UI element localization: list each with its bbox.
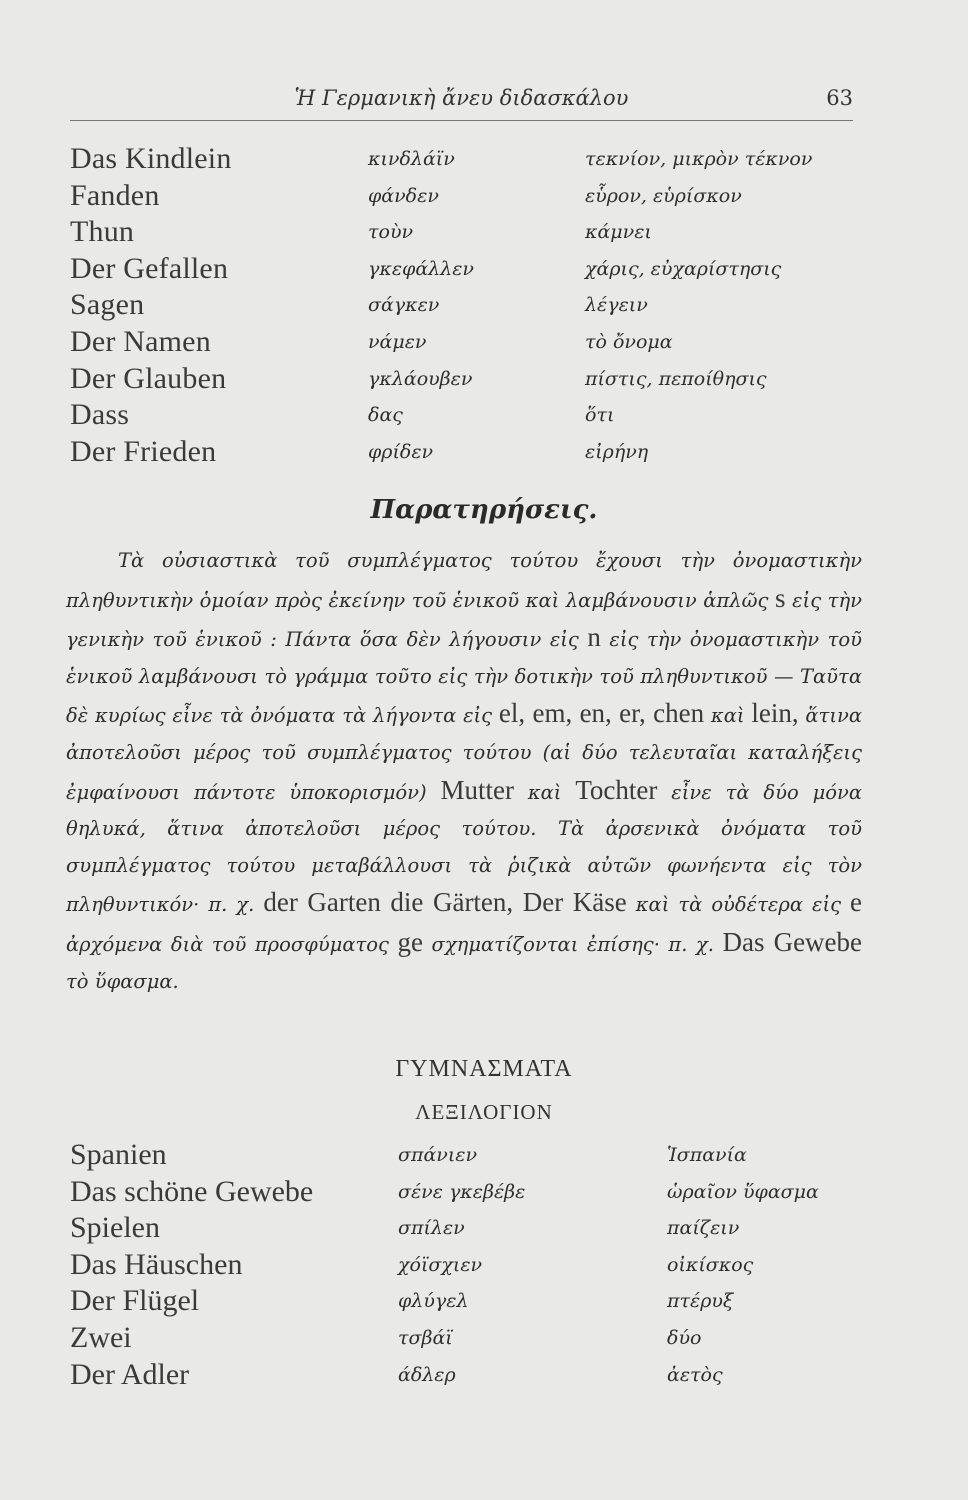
- exercises-title: ΓΥΜΝΑΣΜΑΤΑ: [395, 1056, 573, 1082]
- vocab-row: [70, 1138, 870, 1175]
- pronunciation: δας: [368, 404, 403, 427]
- german-word: Der Adler: [70, 1357, 190, 1391]
- german-word: Thun: [70, 215, 135, 249]
- greek-meaning: οἰκίσκος: [667, 1253, 754, 1276]
- german-word: Dass: [70, 398, 130, 432]
- lexicon-title: ΛΕΞΙΛΟΓΙΟΝ: [415, 1100, 553, 1124]
- vocab-row: [70, 215, 870, 252]
- greek-meaning: ἀετὸς: [667, 1363, 723, 1386]
- pronunciation: φρίδεν: [368, 440, 434, 463]
- greek-meaning: πίστις, πεποίθησις: [585, 367, 767, 390]
- vocab-row: [70, 435, 870, 472]
- german-word: Spielen: [70, 1211, 160, 1245]
- remarks-text: [66, 543, 862, 1000]
- german-word: Das schöne Gewebe: [70, 1174, 314, 1208]
- remarks-paragraph: Τὰ οὐσιαστικὰ τοῦ συμπλέγματος τούτου ἔχουσι τὴν ὀνομαστικὴν πληθυντικὴν ὁμοίαν πρὸς ἐκείνην τοῦ ἑνικοῦ καὶ λαμβάνουσιν ἁπλῶς s εἰς τὴν γενικὴν τοῦ ἑνικοῦ : Πάντα ὅσα δὲν λήγουσιν εἰς n εἰς τὴν ὀνομαστικὴν τοῦ ἑνικοῦ λαμβάνουσι τὸ γράμμα τοῦτο εἰς τὴν δοτικὴν τοῦ πληθυντικοῦ — Ταῦτα δὲ κυρίως εἶνε τὰ ὀνόματα τὰ λήγοντα εἰς el, em, en, er, chen καὶ lein, ἅτινα ἀποτελοῦσι μέρος τοῦ συμπλέγματος τούτου (αἱ δύο τελευταῖαι καταλήξεις ἐμφαίνουσι πάντοτε ὑποκορισμόν) Mutter καὶ Tochter εἶνε τὰ δύο μόνα θηλυκά, ἅτινα ἀποτελοῦσι μέρος τούτου. Τὰ ἀρσενικὰ ὀνόματα τοῦ συμπλέγματος τούτου μεταβάλλουσι τὰ ῥιζικὰ αὐτῶν φωνήεντα εἰς τὸν πληθυντικόν· π. χ. der Garten die Gärten, Der Käse καὶ τὰ οὐδέτερα εἰς e ἀρχόμενα διὰ τοῦ προσφύματος ge σχηματίζονται ἐπίσης· π. χ. Das Gewebe τὸ ὕφασμα.: [66, 549, 863, 993]
- greek-meaning: δύο: [667, 1326, 702, 1349]
- running-header: [70, 86, 853, 116]
- greek-meaning: παίζειν: [667, 1217, 740, 1240]
- greek-meaning: λέγειν: [585, 294, 648, 317]
- german-word: Der Gefallen: [70, 251, 229, 285]
- vocab-row: [70, 179, 870, 216]
- greek-meaning: Ἱσπανία: [667, 1144, 747, 1166]
- vocab-row: [70, 142, 870, 179]
- latin-example-garten: der Garten die Gärten, Der Käse: [263, 887, 627, 918]
- pronunciation: κινδλάϊν: [368, 148, 455, 170]
- german-word: Das Kindlein: [70, 142, 232, 175]
- german-word: Zwei: [70, 1320, 132, 1354]
- vocab-row: [70, 398, 870, 435]
- pronunciation: χόϊσχιεν: [398, 1253, 483, 1276]
- greek-meaning: ὡραῖον ὕφασμα: [667, 1180, 819, 1203]
- latin-ending-lein: lein,: [751, 698, 799, 729]
- greek-meaning: τεκνίον, μικρὸν τέκνον: [585, 148, 813, 170]
- pronunciation: σένε γκεβέβε: [398, 1180, 526, 1203]
- pronunciation: φάνδεν: [368, 184, 439, 207]
- running-title: Ἡ Γερμανικὴ ἄνευ διδασκάλου: [294, 86, 629, 110]
- latin-mutter: Mutter: [440, 774, 514, 805]
- greek-meaning: χάρις, εὐχαρίστησις: [585, 257, 782, 280]
- greek-meaning: ὅτι: [585, 404, 615, 427]
- german-word: Sagen: [70, 288, 145, 322]
- vocab-row: [70, 1175, 870, 1212]
- latin-endings: el, em, en, er, chen: [498, 698, 705, 729]
- vocab-row: [70, 1321, 870, 1358]
- pronunciation: φλύγελ: [398, 1290, 469, 1313]
- greek-meaning: τὸ ὄνομα: [585, 330, 673, 353]
- latin-example-gewebe: Das Gewebe: [722, 926, 863, 957]
- header-rule: [70, 120, 853, 121]
- latin-letter-e: e: [850, 887, 863, 918]
- latin-tochter: Tochter: [575, 774, 658, 805]
- vocab-row: [70, 325, 870, 362]
- vocabulary-list-1: [70, 142, 870, 471]
- vocab-row: [70, 362, 870, 399]
- pronunciation: γκλάουβεν: [368, 367, 473, 390]
- latin-prefix-ge: ge: [397, 926, 423, 957]
- greek-meaning: κάμνει: [585, 221, 652, 244]
- pronunciation: άδλερ: [398, 1363, 456, 1386]
- pronunciation: τσβάϊ: [398, 1326, 453, 1349]
- latin-letter-n: n: [587, 622, 601, 653]
- vocab-row: [70, 1211, 870, 1248]
- greek-meaning: εὗρον, εὑρίσκον: [585, 184, 742, 207]
- latin-letter-s: s: [775, 582, 786, 613]
- pronunciation: σπάνιεν: [398, 1144, 478, 1166]
- vocab-row: [70, 1248, 870, 1285]
- pronunciation: γκεφάλλεν: [368, 257, 474, 280]
- vocab-row: [70, 1284, 870, 1321]
- german-word: Spanien: [70, 1138, 167, 1171]
- vocab-row: [70, 288, 870, 325]
- pronunciation: νάμεν: [368, 330, 427, 353]
- german-word: Der Frieden: [70, 434, 217, 468]
- greek-meaning: πτέρυξ: [667, 1290, 734, 1313]
- pronunciation: τοὺν: [368, 221, 414, 244]
- german-word: Das Häuschen: [70, 1247, 243, 1281]
- pronunciation: σπίλεν: [398, 1217, 465, 1240]
- german-word: Fanden: [70, 178, 160, 212]
- page-number: 63: [826, 86, 853, 110]
- vocabulary-list-2: [70, 1138, 870, 1394]
- greek-meaning: εἰρήνη: [585, 440, 649, 463]
- pronunciation: σάγκεν: [368, 294, 440, 317]
- german-word: Der Glauben: [70, 361, 227, 395]
- german-word: Der Flügel: [70, 1284, 200, 1318]
- remarks-heading: Παρατηρήσεις.: [370, 495, 598, 525]
- german-word: Der Namen: [70, 324, 211, 358]
- vocab-row: [70, 252, 870, 289]
- vocab-row: [70, 1358, 870, 1395]
